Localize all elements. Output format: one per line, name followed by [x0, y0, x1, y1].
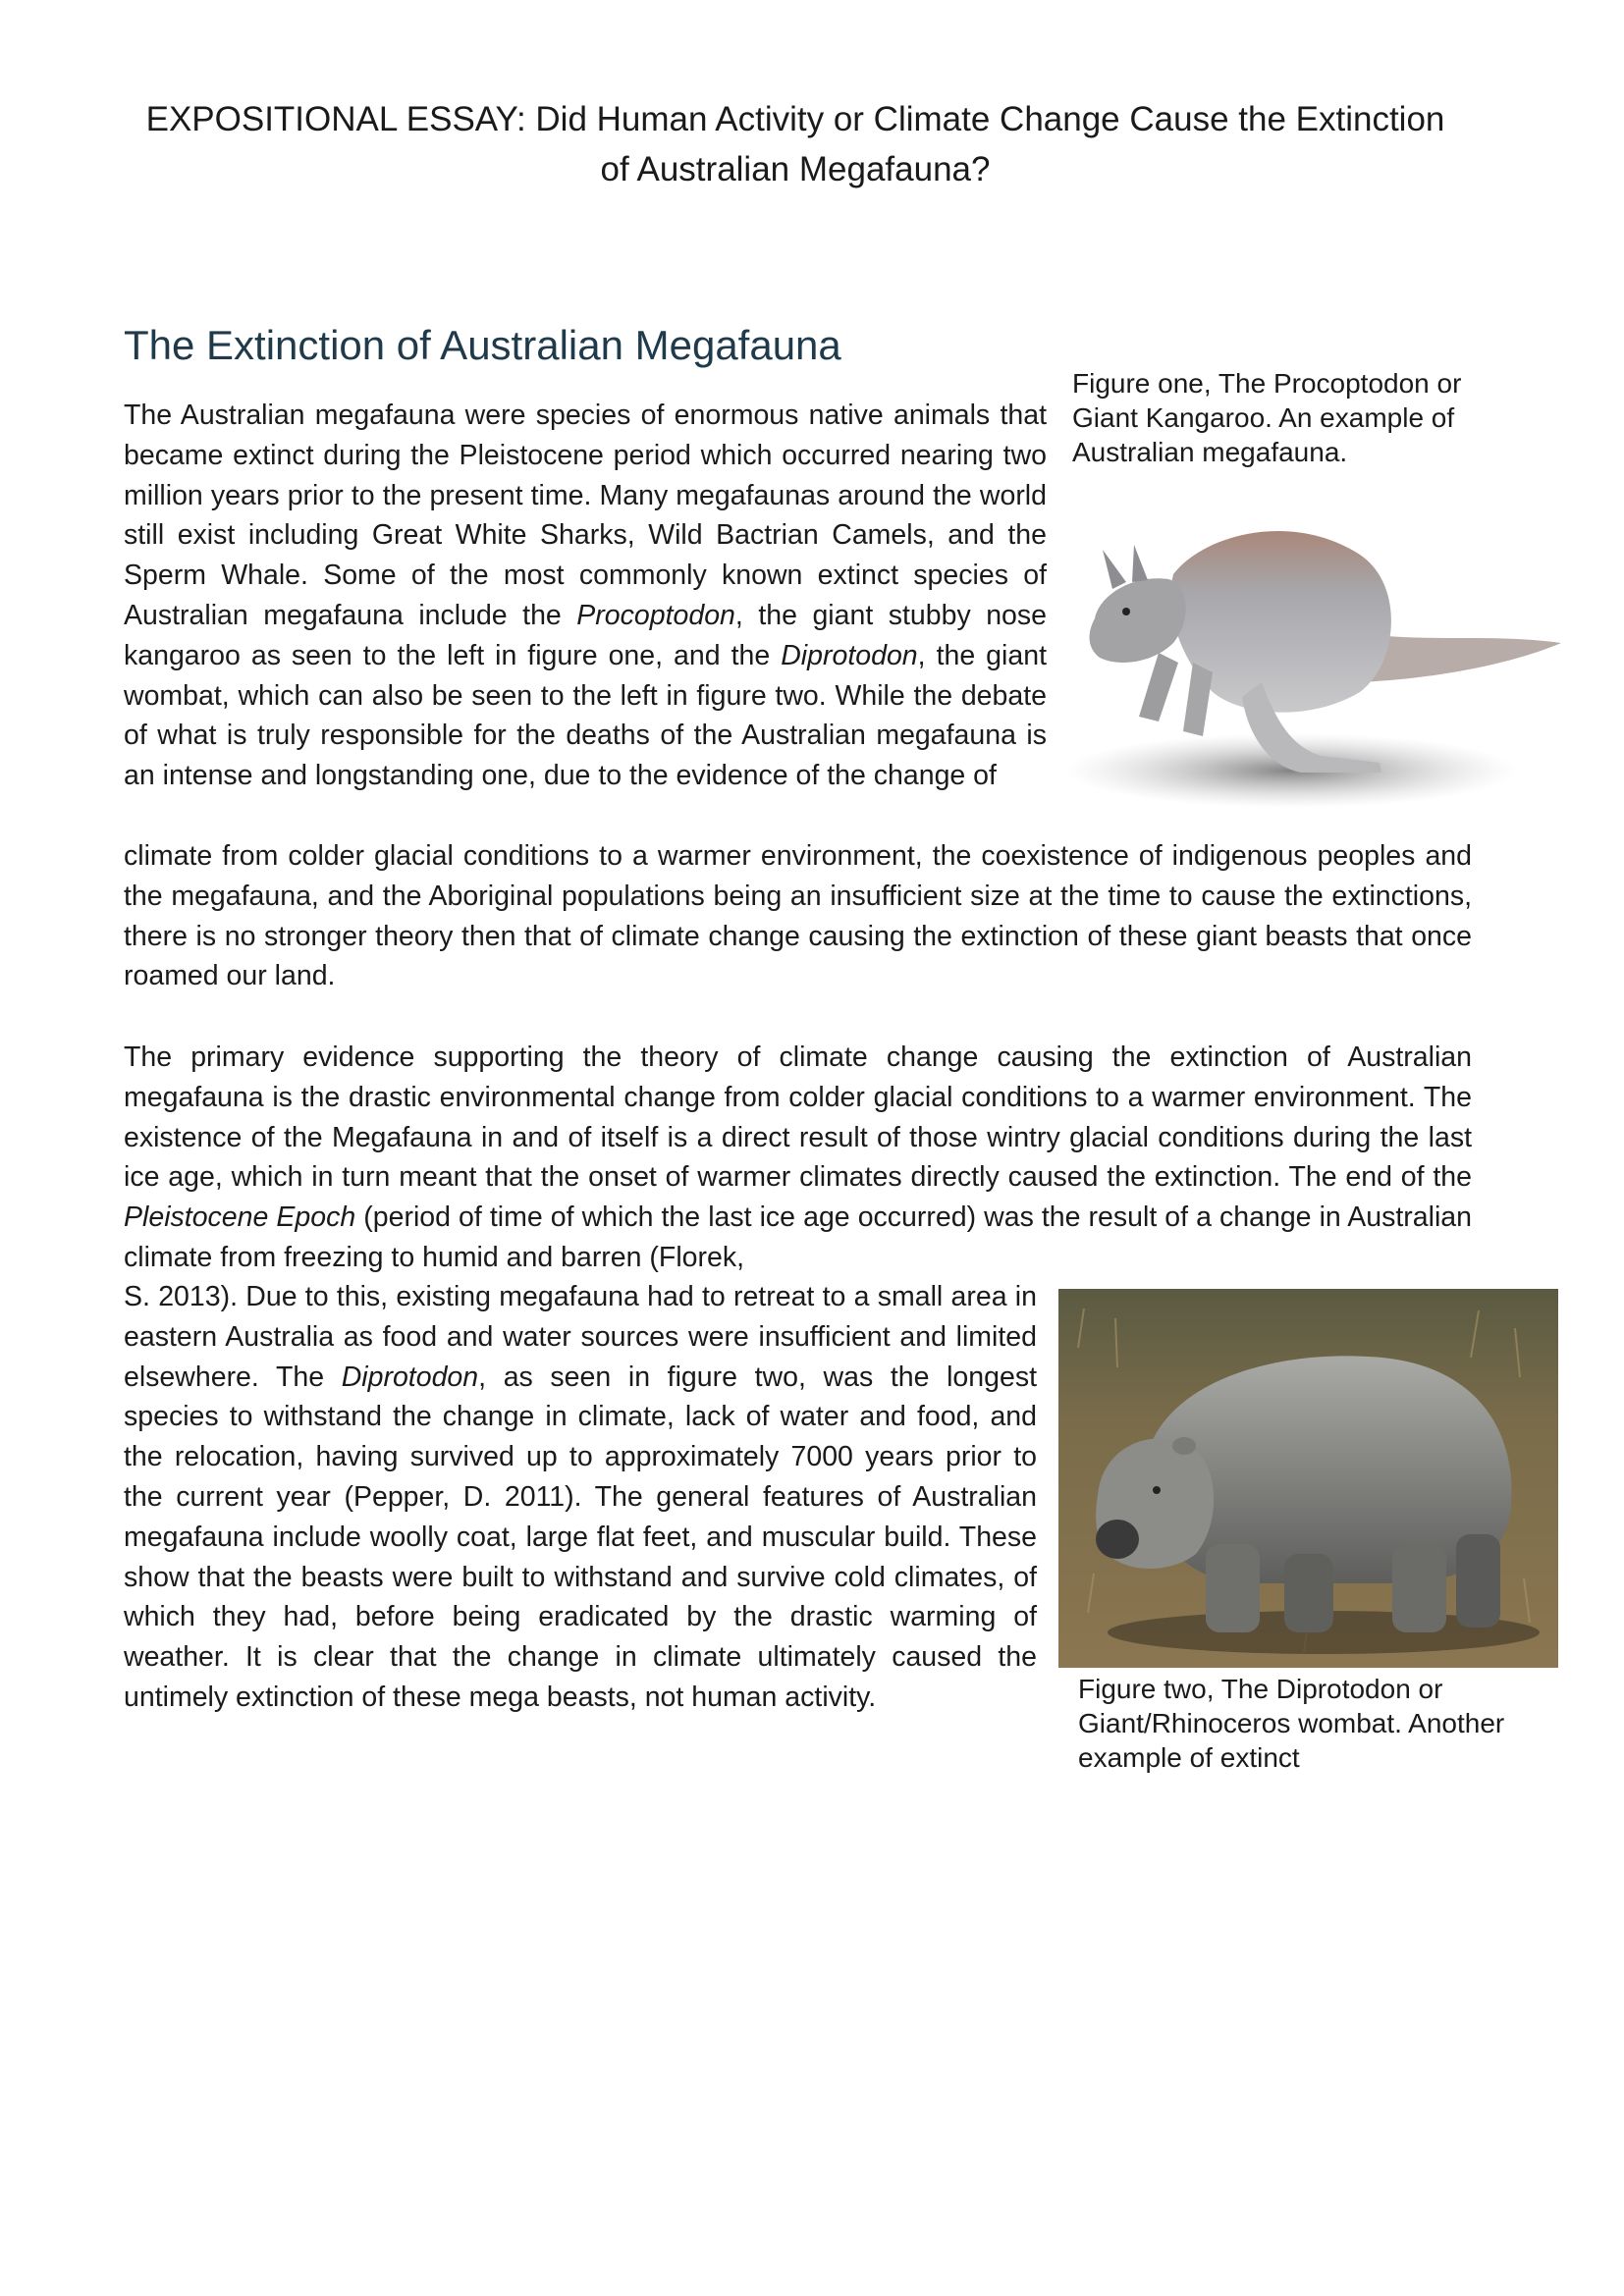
figure-two-caption: Figure two, The Diprotodon or Giant/Rhinoceros wombat. Another example of extinct — [1078, 1674, 1505, 1773]
epoch-name: Pleistocene Epoch — [124, 1201, 356, 1234]
paragraph-text: , the giant wombat, which can also be seen to the left in figure two. While the debate of what is truly responsible for the deaths of the Australian megafauna is an intense and longstanding one, due to the evidence of the change of — [124, 639, 1047, 792]
paragraph-text: (period of time of which the last ice age occurred) was the result of a change in Australian climate from freezing to humid and barren (Florek, — [124, 1201, 1472, 1273]
diprotodon-leg — [1206, 1544, 1260, 1632]
kangaroo-front-leg — [1139, 653, 1178, 721]
paragraph-text: The Australian megafauna were species of enormous native animals that became extinct during the Pleistocene period which occurred nearing two million years prior to the present time. Many megafaunas around the world still exist including Great White Sharks, Wild Bactrian Camels, and the Sperm Whale. Some of the most commonly known extinct species of Australian megafauna include the — [124, 400, 1047, 631]
figure-one-caption: Figure one, The Procoptodon or Giant Kangaroo. An example of Australian megafauna. — [1072, 368, 1462, 467]
paragraph-text: , as seen in figure two, was the longest species to withstand the change in climate, lack of water and food, and the relocation, having survived up to approximately 7000 years prior to the current year (Pepper, D. 2011). The general features of Australian megafauna include woolly coat, large flat feet, and muscular build. These show that the beasts were built to withstand and survive cold climates, of which they had, before being eradicated by the drastic warming of weather. It is clear that the change in climate ultimately caused the untimely extinction of these mega beasts, not human activity. — [124, 1361, 1037, 1713]
kangaroo-tail — [1360, 633, 1561, 682]
figure-one-image — [1065, 496, 1571, 815]
kangaroo-head — [1090, 578, 1186, 663]
page-title: EXPOSITIONAL ESSAY: Did Human Activity or Climate Change Cause the Extinction of Australian Megafauna? — [145, 100, 1445, 188]
diprotodon-eye — [1153, 1486, 1161, 1494]
kangaroo-front-leg — [1183, 663, 1213, 736]
diprotodon-ear — [1172, 1437, 1196, 1455]
paragraph-1-part-a — [124, 396, 1047, 796]
diprotodon-leg — [1284, 1554, 1333, 1632]
paragraph-1-part-b: climate from colder glacial conditions to a warmer environment, the coexistence of indigenous peoples and the megafauna, and the Aboriginal populations being an insufficient size at the time to cause the extinctions, there is no stronger theory then that of climate change causing the extinction of these giant beasts that once roamed our land. — [124, 840, 1472, 992]
paragraph-2-part-b — [124, 1277, 1037, 1718]
species-name-diprotodon: Diprotodon — [781, 639, 918, 671]
species-name-procoptodon: Procoptodon — [576, 599, 735, 631]
paragraph-2-part-a — [124, 1038, 1472, 1278]
paragraph-text: S. 2013). Due to this, existing megafauna had to retreat to a small area in eastern Australia as food and water sources were insufficient and limited elsewhere. The — [124, 1281, 1037, 1393]
kangaroo-eye — [1122, 608, 1130, 615]
figure-two-image — [1058, 1289, 1558, 1668]
diprotodon-nose — [1096, 1520, 1139, 1559]
kangaroo-ear — [1103, 550, 1126, 589]
section-heading: The Extinction of Australian Megafauna — [124, 322, 841, 368]
species-name-diprotodon: Diprotodon — [341, 1361, 479, 1393]
paragraph-text: The primary evidence supporting the theory of climate change causing the extinction of Australian megafauna is the drastic environmental change from colder glacial conditions to a warmer environment. The existence of the Megafauna in and of itself is a direct result of those wintry glacial conditions during the last ice age, which in turn meant that the onset of warmer climates directly caused the extinction. The end of the — [124, 1041, 1472, 1194]
diprotodon-illustration — [1058, 1289, 1558, 1668]
diprotodon-leg — [1392, 1544, 1446, 1632]
kangaroo-ear — [1132, 545, 1148, 582]
paragraph-text: , the giant stubby nose kangaroo as seen to the left in figure one, and the — [124, 599, 1048, 671]
procoptodon-illustration — [1065, 496, 1571, 815]
diprotodon-leg — [1456, 1534, 1500, 1628]
